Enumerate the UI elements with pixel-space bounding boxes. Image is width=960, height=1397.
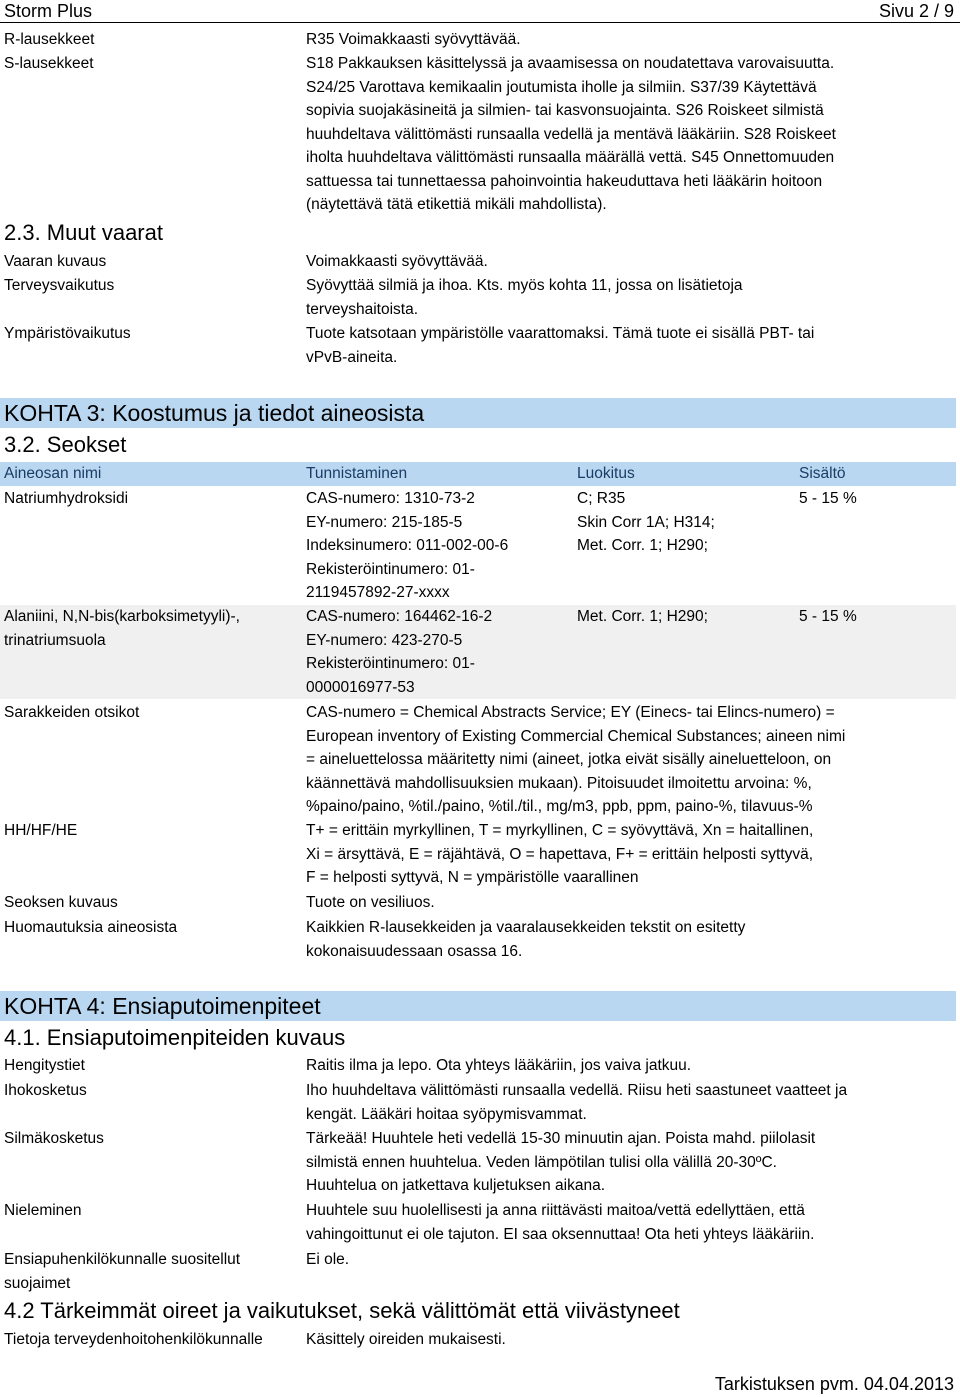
text-line: EY-numero: 215-185-5 bbox=[306, 513, 463, 531]
section-4-1-title: 4.1. Ensiaputoimenpiteiden kuvaus bbox=[4, 1025, 346, 1050]
text-line: Met. Corr. 1; H290; bbox=[577, 537, 708, 554]
row-value bbox=[306, 916, 956, 963]
column-header-content: Sisältö bbox=[799, 465, 846, 482]
revision-date: Tarkistuksen pvm. 04.04.2013 bbox=[714, 1374, 954, 1394]
text-line: 2119457892-27-xxxx bbox=[306, 584, 450, 601]
row-value bbox=[306, 52, 956, 217]
text-line: Ensiapuhenkilökunnalle suositellut bbox=[4, 1251, 241, 1268]
text-line: Ei ole. bbox=[306, 1251, 350, 1268]
text-line: iholta huuhdeltava välittömästi runsaalla määrällä vettä. S45 Onnettomuuden bbox=[306, 149, 835, 166]
row-label bbox=[4, 1079, 300, 1103]
text-line: Ihokosketus bbox=[4, 1082, 87, 1099]
row-value bbox=[306, 274, 956, 321]
text-line: käännettävä mahdollisuuksien mukaan). Pitoisuudet ilmoitettu arvoina: %, bbox=[306, 774, 812, 792]
row-value bbox=[306, 819, 956, 890]
row-value bbox=[306, 28, 956, 52]
text-line: kokonaisuudessaan osassa 16. bbox=[306, 942, 523, 960]
cell-identification bbox=[306, 605, 572, 699]
cell-name bbox=[4, 605, 300, 652]
section-3-title: KOHTA 3: Koostumus ja tiedot aineosista bbox=[4, 400, 425, 426]
section-3-2-title: 3.2. Seokset bbox=[4, 432, 127, 457]
row-value bbox=[306, 250, 956, 274]
row-label: Terveysvaikutus bbox=[4, 277, 115, 294]
text-line: Alaniini, N,N-bis(karboksimetyyli)-, bbox=[4, 608, 240, 625]
text-line: %paino/paino, %til./paino, %til./til., mg/m3, ppb, ppm, paino-%, tilavuus-% bbox=[306, 798, 813, 815]
section-4-2-title: 4.2 Tärkeimmät oireet ja vaikutukset, sekä välittömät että viivästyneet bbox=[4, 1298, 680, 1323]
section-3-band bbox=[0, 398, 956, 428]
text-line: = aineluettelossa määritetty nimi (aineet, jotka eivät sisälly aineluetteloon, on bbox=[306, 751, 832, 768]
column-header-classification: Luokitus bbox=[577, 465, 635, 482]
page-number: Sivu 2 / 9 bbox=[878, 1, 954, 21]
row-value bbox=[306, 891, 956, 915]
text-line: European inventory of Existing Commercial Chemical Substances; aineen nimi bbox=[306, 727, 846, 745]
row-label bbox=[4, 1054, 300, 1078]
row-label: R-lausekkeet bbox=[4, 31, 95, 48]
text-line: CAS-numero: 164462-16-2 bbox=[306, 608, 493, 625]
row-label: Seoksen kuvaus bbox=[4, 894, 118, 911]
text-line: terveyshaitoista. bbox=[306, 300, 418, 318]
text-line: Iho huuhdeltava välittömästi runsaalla vedellä. Riisu heti saastuneet vaatteet ja bbox=[306, 1082, 848, 1099]
text-line: Hengitystiet bbox=[4, 1057, 85, 1074]
section-2-3-title: 2.3. Muut vaarat bbox=[4, 220, 163, 245]
text-line: S18 Pakkauksen käsittelyssä ja avaamisessa on noudatettava varovaisuutta. bbox=[306, 55, 835, 72]
row-label: S-lausekkeet bbox=[4, 55, 94, 72]
table-header bbox=[0, 462, 956, 486]
text-line: Syövyttää silmiä ja ihoa. Kts. myös kohta 11, jossa on lisätietoja bbox=[306, 277, 743, 294]
row-value bbox=[306, 1079, 956, 1126]
text-line: Tuote on vesiliuos. bbox=[306, 894, 435, 911]
text-line: Raitis ilma ja lepo. Ota yhteys lääkäriin, jos vaiva jatkuu. bbox=[306, 1057, 692, 1074]
row-value bbox=[306, 1127, 956, 1198]
text-line: Tuote katsotaan ympäristölle vaarattomaksi. Tämä tuote ei sisällä PBT- tai bbox=[306, 325, 815, 342]
text-line: Käsittely oireiden mukaisesti. bbox=[306, 1331, 506, 1348]
text-line: 0000016977-53 bbox=[306, 678, 415, 696]
text-line: Met. Corr. 1; H290; bbox=[577, 608, 708, 625]
row-label: Tietoja terveydenhoitohenkilökunnalle bbox=[4, 1331, 263, 1348]
column-header-name: Aineosan nimi bbox=[4, 465, 102, 482]
text-line: C; R35 bbox=[577, 490, 626, 507]
text-line: Rekisteröintinumero: 01- bbox=[306, 560, 475, 578]
cell-content: 5 - 15 % bbox=[799, 490, 857, 507]
row-label: Vaaran kuvaus bbox=[4, 253, 107, 270]
text-line: kengät. Lääkäri hoitaa syöpymisvammat. bbox=[306, 1105, 587, 1123]
text-line: Nieleminen bbox=[4, 1202, 82, 1219]
text-line: Skin Corr 1A; H314; bbox=[577, 513, 715, 531]
row-value bbox=[306, 1328, 956, 1352]
column-header-identification: Tunnistaminen bbox=[306, 465, 408, 482]
cell-identification bbox=[306, 487, 572, 605]
text-line: F = helposti syttyvä, N = ympäristölle vaarallinen bbox=[306, 869, 639, 886]
text-line: Xi = ärsyttävä, E = räjähtävä, O = hapettava, F+ = erittäin helposti syttyvä, bbox=[306, 845, 814, 863]
text-line: R35 Voimakkaasti syövyttävää. bbox=[306, 31, 521, 48]
text-line: Tärkeää! Huuhtele heti vedellä 15-30 minuutin ajan. Poista mahd. piilolasit bbox=[306, 1130, 816, 1147]
text-line: Silmäkosketus bbox=[4, 1130, 104, 1147]
text-line: Natriumhydroksidi bbox=[4, 490, 129, 507]
text-line: Huuhtele suu huolellisesti ja anna riittävästi maitoa/vettä edellyttäen, että bbox=[306, 1202, 805, 1219]
text-line: silmistä ennen huuhtelua. Veden lämpötilan tulisi olla välillä 20-30ºC. bbox=[306, 1153, 777, 1171]
text-line: Voimakkaasti syövyttävää. bbox=[306, 253, 488, 270]
row-label: Ympäristövaikutus bbox=[4, 325, 131, 342]
cell-name bbox=[4, 487, 300, 511]
text-line: T+ = erittäin myrkyllinen, T = myrkyllinen, C = syövyttävä, Xn = haitallinen, bbox=[306, 822, 814, 839]
text-line: trinatriumsuola bbox=[4, 631, 106, 649]
text-line: Kaikkien R-lausekkeiden ja vaaralausekkeiden tekstit on esitetty bbox=[306, 919, 746, 936]
row-value bbox=[306, 1054, 956, 1078]
text-line: Indeksinumero: 011-002-00-6 bbox=[306, 537, 509, 554]
row-value bbox=[306, 701, 956, 819]
section-4-title: KOHTA 4: Ensiaputoimenpiteet bbox=[4, 993, 321, 1019]
row-value bbox=[306, 1199, 956, 1246]
row-label bbox=[4, 1127, 300, 1151]
text-line: S24/25 Varottava kemikaalin joutumista iholle ja silmiin. S37/39 Käytettävä bbox=[306, 78, 817, 96]
table-row bbox=[0, 487, 956, 605]
text-line: Rekisteröintinumero: 01- bbox=[306, 655, 475, 672]
row-label: HH/HF/HE bbox=[4, 822, 78, 839]
text-line: sattuessa tai tunnettaessa pahoinvointia hakeuduttava heti lääkärin hoitoon bbox=[306, 172, 823, 190]
text-line: (näytettävä tätä etikettiä mikäli mahdollista). bbox=[306, 196, 607, 213]
text-line: suojaimet bbox=[4, 1274, 71, 1292]
page-header bbox=[0, 0, 960, 22]
row-label bbox=[4, 1199, 300, 1223]
text-line: CAS-numero = Chemical Abstracts Service; EY (Einecs- tai Elincs-numero) = bbox=[306, 704, 835, 721]
text-line: vPvB-aineita. bbox=[306, 348, 398, 366]
cell-classification bbox=[577, 605, 795, 629]
row-label bbox=[4, 1248, 300, 1295]
row-value bbox=[306, 322, 956, 369]
text-line: sopivia suojakäsineitä ja silmien- tai kasvonsuojainta. S26 Roiskeet silmistä bbox=[306, 102, 824, 119]
text-line: EY-numero: 423-270-5 bbox=[306, 631, 463, 649]
row-value bbox=[306, 1248, 956, 1272]
section-4-band bbox=[0, 991, 956, 1021]
cell-classification bbox=[577, 487, 795, 558]
text-line: huuhdeltava välittömästi runsaalla vedellä ja mentävä lääkäriin. S28 Roiskeet bbox=[306, 125, 836, 143]
row-label: Huomautuksia aineosista bbox=[4, 919, 178, 936]
cell-content: 5 - 15 % bbox=[799, 608, 857, 625]
header-divider bbox=[0, 22, 960, 23]
text-line: Huuhtelua on jatkettava kuljetuksen aikana. bbox=[306, 1177, 606, 1194]
text-line: vahingoittunut ei ole tajuton. EI saa oksennuttaa! Ota heti yhteys lääkäriin. bbox=[306, 1225, 815, 1243]
row-label: Sarakkeiden otsikot bbox=[4, 704, 140, 721]
document-title: Storm Plus bbox=[4, 1, 93, 21]
text-line: CAS-numero: 1310-73-2 bbox=[306, 490, 475, 507]
table-row bbox=[0, 605, 956, 699]
